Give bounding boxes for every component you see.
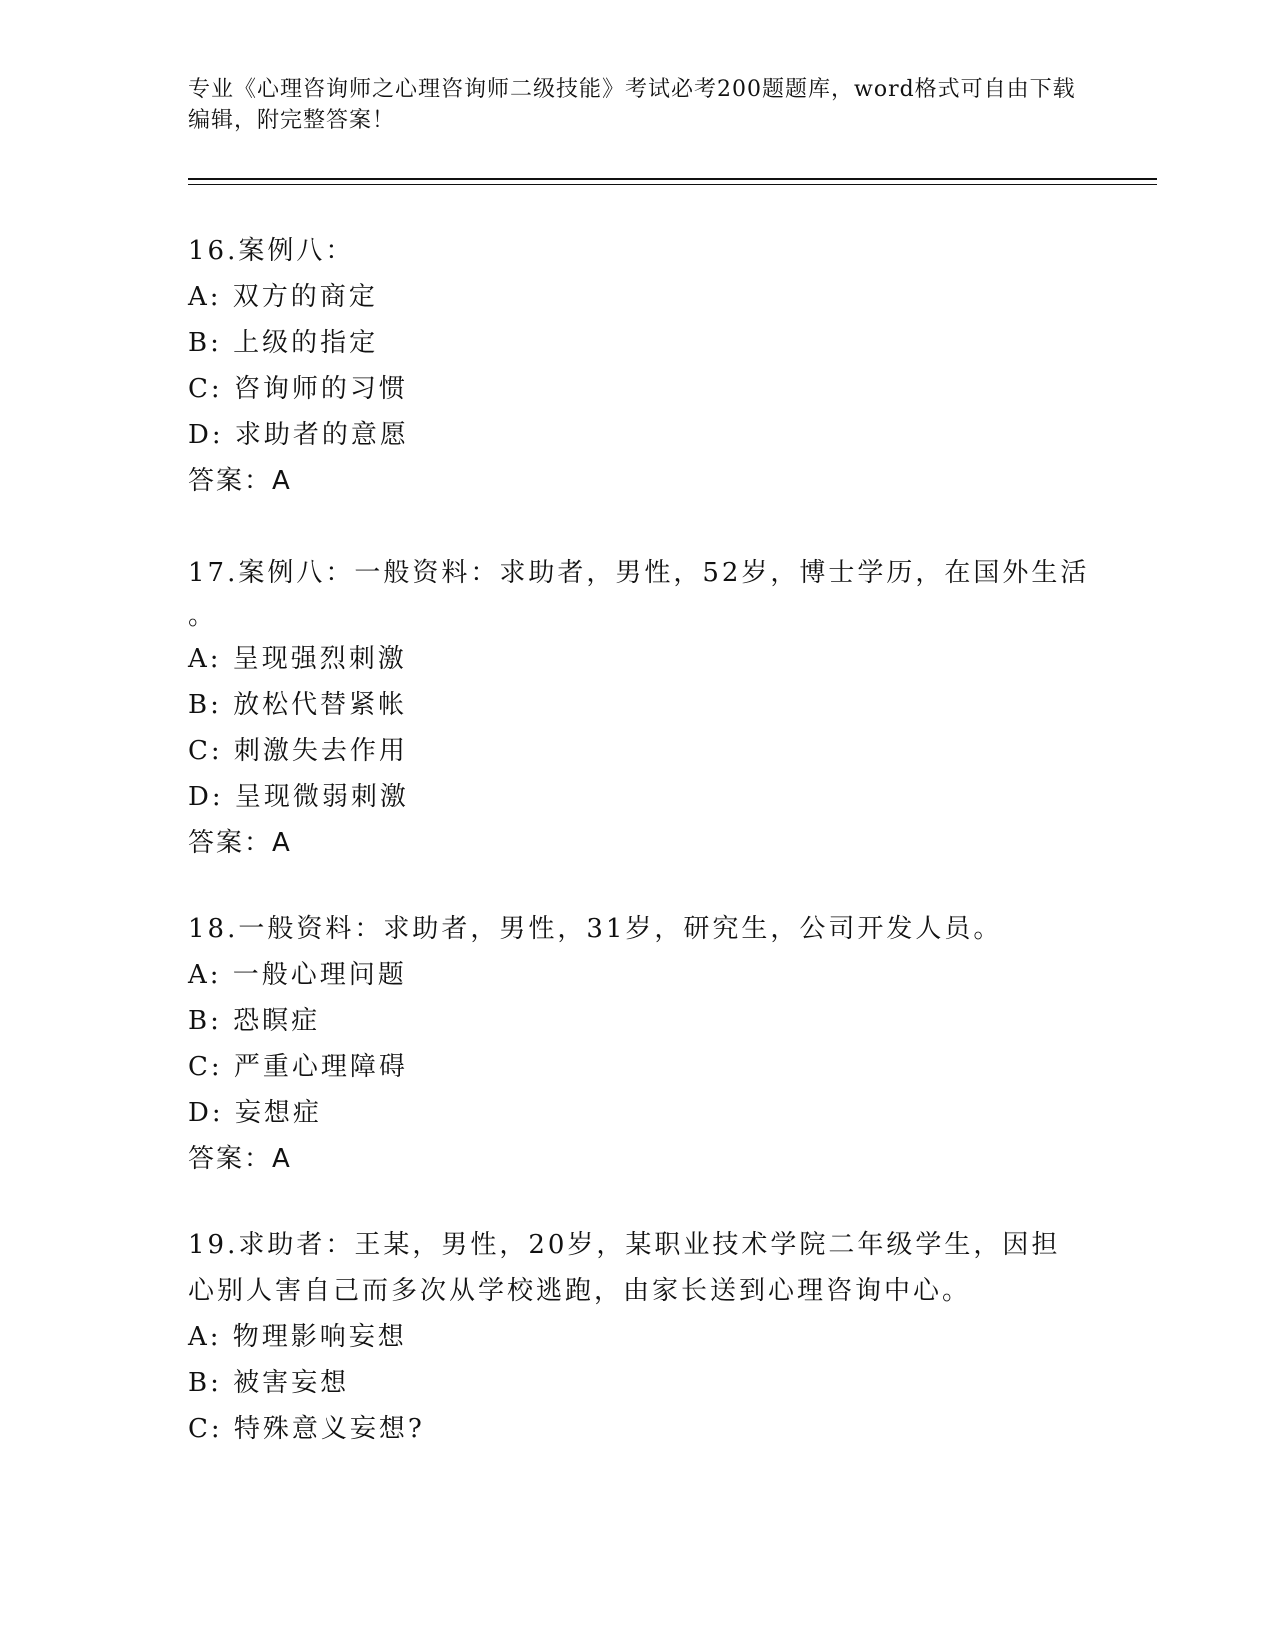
header-divider-thin (188, 184, 1157, 185)
option-b: B: 放松代替紧帐 (188, 690, 408, 720)
question-16 (188, 228, 1088, 504)
question-stem: 16.案例八： (188, 236, 355, 266)
header-divider (188, 178, 1157, 180)
answer: 答案：A (188, 1144, 292, 1174)
answer: 答案：A (188, 466, 292, 496)
answer: 答案：A (188, 828, 292, 858)
option-a: A: 双方的商定 (188, 282, 378, 312)
option-a: A: 呈现强烈刺激 (188, 644, 407, 674)
option-a: A: 一般心理问题 (188, 960, 407, 990)
option-d: D: 呈现微弱刺激 (188, 782, 409, 812)
option-c: C: 咨询师的习惯 (188, 374, 408, 404)
option-c: C: 特殊意义妄想? (188, 1414, 425, 1444)
question-19 (188, 1222, 1088, 1452)
question-stem: 19.求助者：王某，男性，20岁，某职业技术学院二年级学生，因担心别人害自己而多次从学校逃跑，由家长送到心理咨询中心。 (188, 1230, 1061, 1306)
question-stem: 18.一般资料：求助者，男性，31岁，研究生，公司开发人员。 (188, 914, 1003, 944)
option-a: A: 物理影响妄想 (188, 1322, 407, 1352)
question-17 (188, 550, 1088, 866)
option-d: D: 妄想症 (188, 1098, 322, 1128)
option-b: B: 恐瞑症 (188, 1006, 321, 1036)
question-stem: 17.案例八：一般资料：求助者，男性，52岁，博士学历，在国外生活 (188, 558, 1090, 588)
question-18 (188, 906, 1088, 1182)
option-b: B: 上级的指定 (188, 328, 379, 358)
document-header: 专业《心理咨询师之心理咨询师二级技能》考试必考200题题库，word格式可自由下载编辑，附完整答案！ (188, 77, 1076, 133)
option-c: C: 严重心理障碍 (188, 1052, 408, 1082)
option-c: C: 刺激失去作用 (188, 736, 408, 766)
option-d: D: 求助者的意愿 (188, 420, 409, 450)
question-stem-continuation: 。 (188, 601, 218, 631)
option-b: B: 被害妄想 (188, 1368, 350, 1398)
